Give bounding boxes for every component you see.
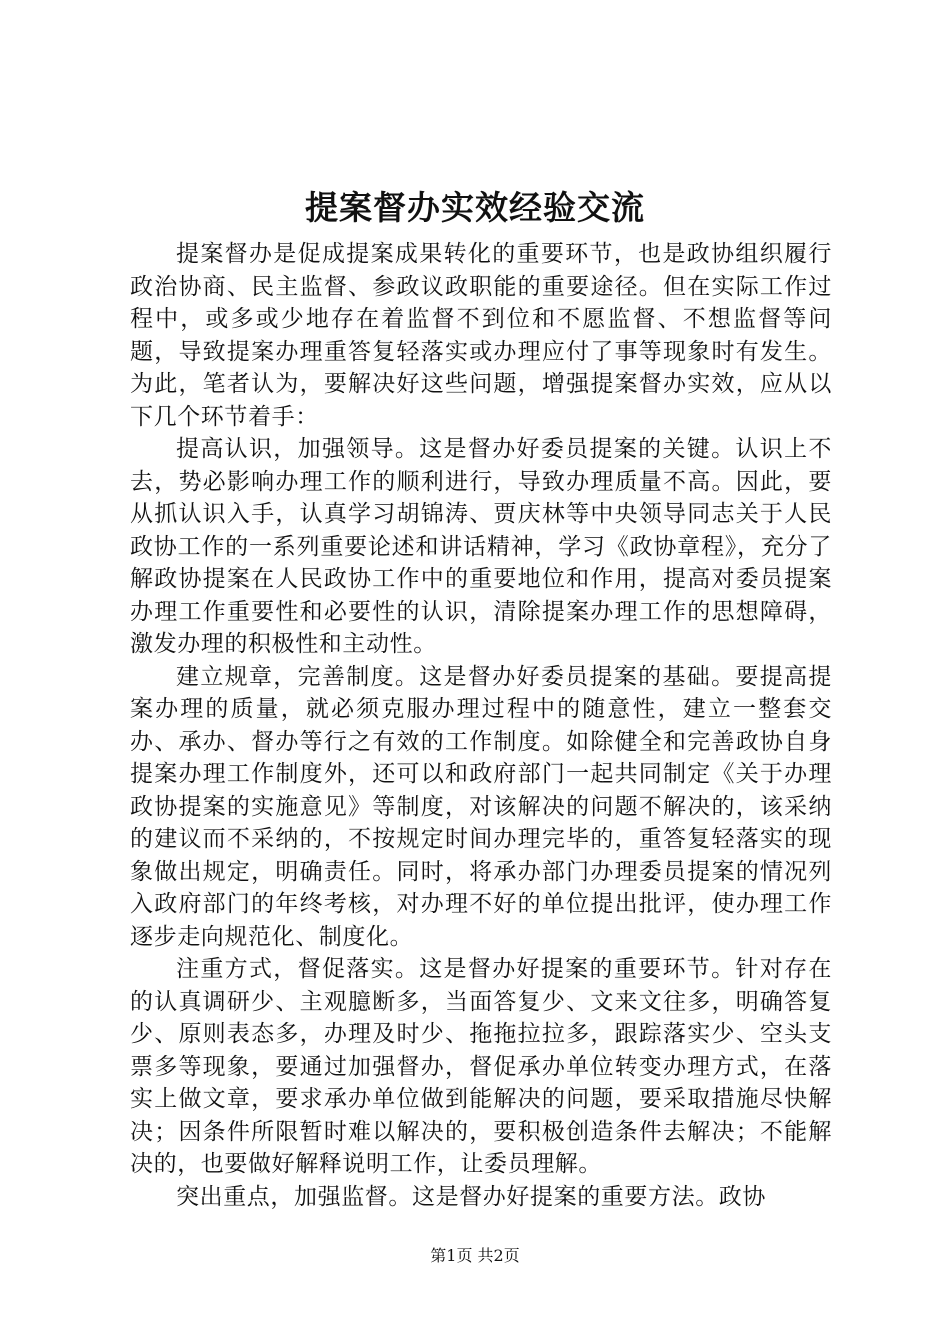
paragraph-methods: 注重方式，督促落实。这是督办好提案的重要环节。针对存在的认真调研少、主观臆断多，当面答复少、文来文往多，明确答复少、原则表态多，办理及时少、拖拖拉拉多，跟踪落实少、空头支票多等现象，要通过加强督办，督促承办单位转变办理方式，在落实上做文章，要求承办单位做到能解决的问题，要采取措施尽快解决；因条件所限暂时难以解决的，要积极创造条件去解决；不能解决的，也要做好解释说明工作，让委员理解。: [130, 956, 832, 1177]
paragraph-awareness: 提高认识，加强领导。这是督办好委员提案的关键。认识上不去，势必影响办理工作的顺利进行，导致办理质量不高。因此，要从抓认识入手，认真学习胡锦涛、贾庆林等中央领导同志关于人民政协工作的一系列重要论述和讲话精神，学习《政协章程》，充分了解政协提案在人民政协工作中的重要地位和作用，提高对委员提案办理工作重要性和必要性的认识，清除提案办理工作的思想障碍，激发办理的积极性和主动性。: [130, 436, 832, 657]
page-number-footer: 第1页 共2页: [430, 1246, 520, 1265]
paragraph-rules: 建立规章，完善制度。这是督办好委员提案的基础。要提高提案办理的质量，就必须克服办理过程中的随意性，建立一整套交办、承办、督办等行之有效的工作制度。如除健全和完善政协自身提案办理工作制度外，还可以和政府部门一起共同制定《关于办理政协提案的实施意见》等制度，对该解决的问题不解决的，该采纳的建议而不采纳的，不按规定时间办理完毕的，重答复轻落实的现象做出规定，明确责任。同时，将承办部门办理委员提案的情况列入政府部门的年终考核，对办理不好的单位提出批评，使办理工作逐步走向规范化、制度化。: [130, 663, 832, 950]
paragraph-intro: 提案督办是促成提案成果转化的重要环节，也是政协组织履行政治协商、民主监督、参政议政职能的重要途径。但在实际工作过程中，或多或少地存在着监督不到位和不愿监督、不想监督等问题，导致提案办理重答复轻落实或办理应付了事等现象时有发生。为此，笔者认为，要解决好这些问题，增强提案督办实效，应从以下几个环节着手：: [130, 241, 832, 430]
document-body: [130, 238, 832, 1213]
document-title: 提案督办实效经验交流: [305, 188, 645, 227]
paragraph-focus: 突出重点，加强监督。这是督办好提案的重要方法。政协: [176, 1183, 766, 1210]
